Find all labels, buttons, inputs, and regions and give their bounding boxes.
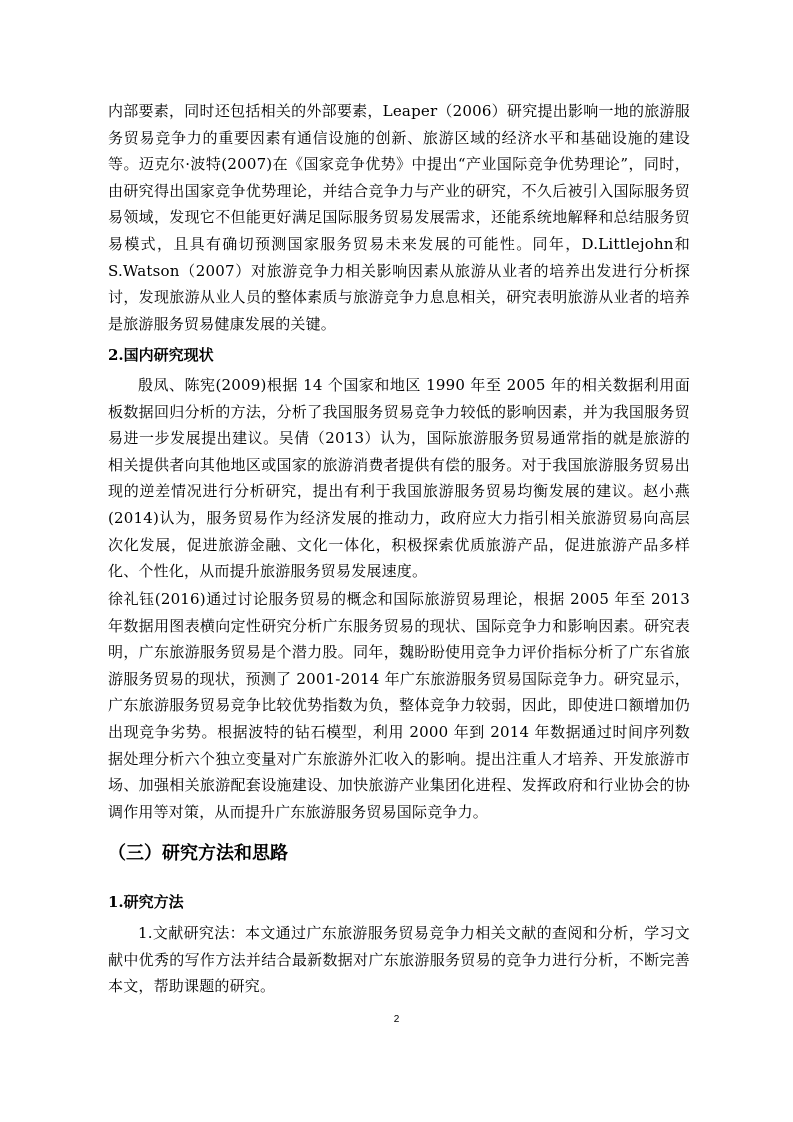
page-number: 2 [393, 1014, 400, 1025]
paragraph-guangdong-research: 徐礼钰(2016)通过讨论服务贸易的概念和国际旅游贸易理论，根据 2005 年至 2013 年数据用图表横向定性研究分析广东服务贸易的现状、国际竞争力和影响因素。研究表明，广东旅游服务贸易是个潜力股。同年，魏盼盼使用竞争力评价指标分析了广东省旅游服务贸易的现状，预测了 2001-2014 年广东旅游服务贸易国际竞争力。研究显示，广东旅游服务贸易竞争比较优势指数为负，整体竞争力较弱，因此，即使进口额增加仍出现竞争劣势。根据波特的钻石模型，利用 2000 年到 2014 年数据通过时间序列数据处理分析六个独立变量对广东旅游外汇收入的影响。提出注重人才培养、开发旅游市场、加强相关旅游配套设施建设、加快旅游产业集团化进程、发挥政府和行业协会的协调作用等对策，从而提升广东旅游服务贸易国际竞争力。 [108, 590, 690, 821]
section-heading-methods-and-ideas: （三）研究方法和思路 [108, 843, 288, 864]
paragraph-literature-method: 1.文献研究法：本文通过广东旅游服务贸易竞争力相关文献的查阅和分析，学习文献中优秀的写作方法并结合最新数据对广东旅游服务贸易的竞争力进行分析，不断完善本文，帮助课题的研究。 [108, 924, 690, 996]
paragraph-domestic-research: 殷凤、陈宪(2009)根据 14 个国家和地区 1990 年至 2005 年的相关数据利用面板数据回归分析的方法，分析了我国服务贸易竞争力较低的影响因素，并为我国服务贸易进一步发展提出建议。吴倩（2013）认为，国际旅游服务贸易通常指的就是旅游的相关提供者向其他地区或国家的旅游消费者提供有偿的服务。对于我国旅游服务贸易出现的逆差情况进行分析研究，提出有利于我国旅游服务贸易均衡发展的建议。赵小燕(2014)认为，服务贸易作为经济发展的推动力，政府应大力指引相关旅游贸易向高层次化发展，促进旅游金融、文化一体化，积极探索优质旅游产品，促进旅游产品多样化、个性化，从而提升旅游服务贸易发展速度。 [108, 376, 690, 581]
paragraph-foreign-research-continued: 内部要素，同时还包括相关的外部要素，Leaper（2006）研究提出影响一地的旅游服务贸易竞争力的重要因素有通信设施的创新、旅游区域的经济水平和基础设施的建设等。迈克尔·波特(2007)在《国家竞争优势》中提出“产业国际竞争优势理论”，同时，由研究得出国家竞争优势理论，并结合竞争力与产业的研究，不久后被引入国际服务贸易领域，发现它不但能更好满足国际服务贸易发展需求，还能系统地解释和总结服务贸易模式，且具有确切预测国家服务贸易未来发展的可能性。同年，D.Littlejohn和 S.Watson（2007）对旅游竞争力相关影响因素从旅游从业者的培养出发进行分析探讨，发现旅游从业人员的整体素质与旅游竞争力息息相关，研究表明旅游从业者的培养是旅游服务贸易健康发展的关键。 [108, 102, 690, 333]
subheading-domestic-research: 2.国内研究现状 [108, 346, 214, 364]
subheading-research-methods: 1.研究方法 [108, 893, 184, 911]
